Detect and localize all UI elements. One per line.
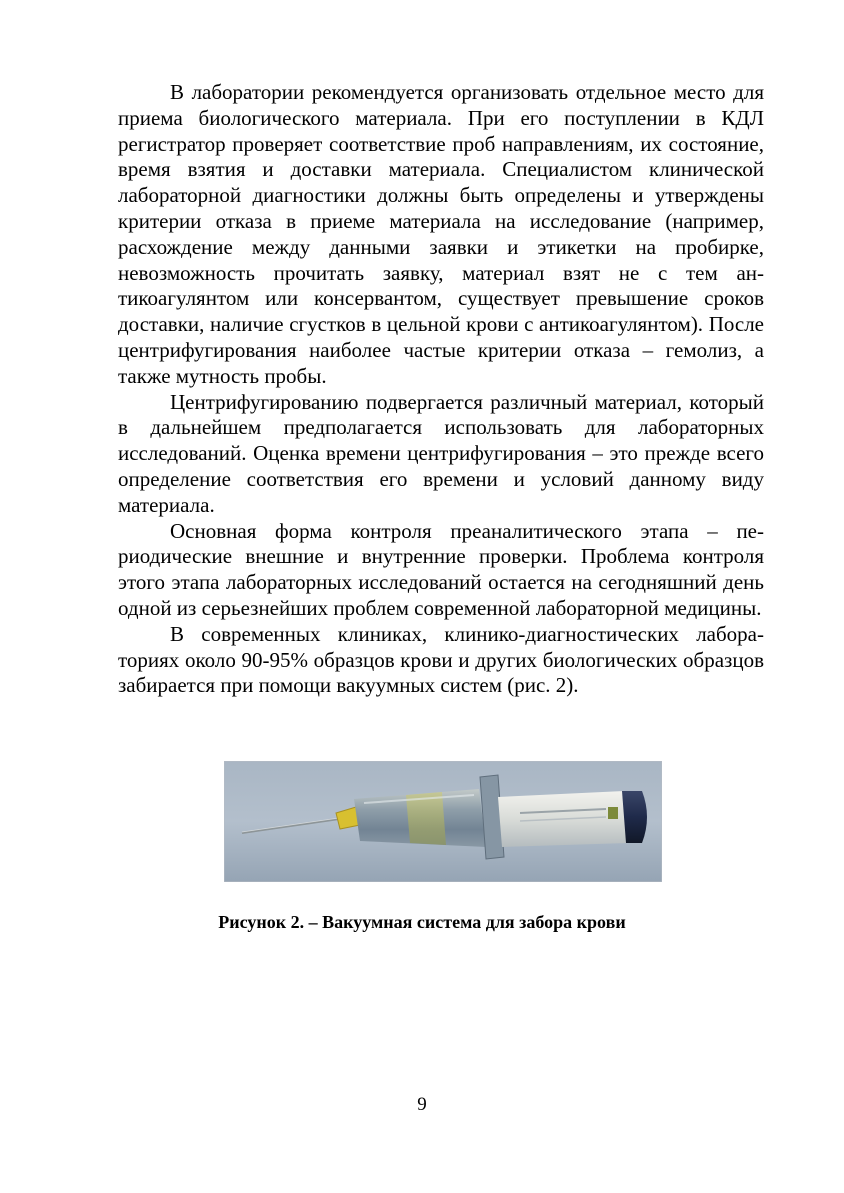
- paragraph-3: Основная форма контроля преаналитического этапа – периодические внешние и внутренние проверки. Проблема контроля этого этапа лабораторных исследований остается на сегодняшний день одной из серьезнейших проблем современной лабораторной медицины.: [118, 518, 764, 620]
- vacuum-blood-collection-system-image: [224, 761, 662, 882]
- page-number: 9: [417, 1094, 427, 1115]
- paragraph-2: Центрифугированию подвергается различный материал, который в дальнейшем предполагается использовать для лабораторных исследований. Оценка времени центрифугирования – это прежде всего определение соответствия его времени и условий данному виду материала.: [118, 389, 764, 517]
- main-text: [118, 80, 764, 699]
- paragraph-4: В современных клиниках, клинико-диагностических лабораториях около 90-95% образцов крови и других биологических образцов забирается при помощи вакуумных систем (рис. 2).: [118, 621, 764, 698]
- paragraph-1: В лаборатории рекомендуется организовать отдельное место для приема биологического материала. При его поступлении в КДЛ регистратор проверяет соответствие проб направлениям, их состояние, время взятия и доставки материала. Специалистом клинической лабораторной диагностики должны быть определены и утверждены критерии отказа в приеме материала на исследование (например, расхождение между данными заявки и этикетки на пробирке, невозможность прочитать заявку, материал взят не с тем антикоагулянтом или консервантом, существует превышение сроков доставки, наличие сгустков в цельной крови с антикоагулянтом). После центрифугирования наиболее частые критерии отказа – гемолиз, а также мутность пробы.: [118, 80, 764, 388]
- figure-caption: Рисунок 2. – Вакуумная система для забора крови: [218, 912, 626, 932]
- figure-vacuum-system-photo: [224, 761, 662, 882]
